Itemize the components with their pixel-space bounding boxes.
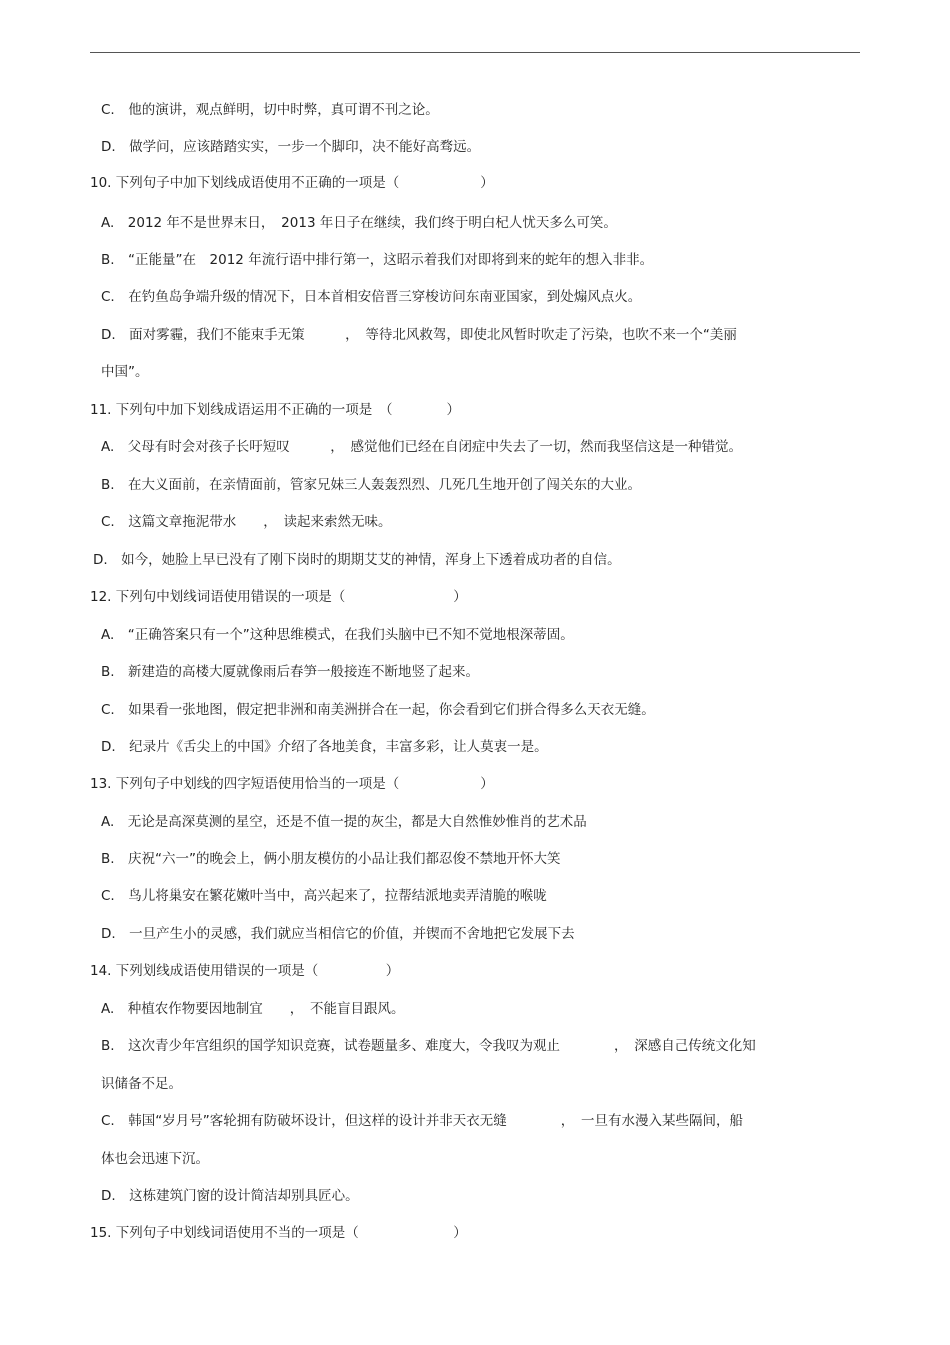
option-9c: C. 他的演讲，观点鲜明，切中时弊，真可谓不刊之论。 [101,102,439,118]
option-10b: B. “正能量”在 2012 年流行语中排行第一，这昭示着我们对即将到来的蛇年的想入非非。 [101,252,654,268]
option-14d: D. 这栋建筑门窗的设计简洁却别具匠心。 [101,1188,359,1204]
header-rule [90,52,860,53]
option-9d: D. 做学问，应该踏踏实实，一步一个脚印，决不能好高骛远。 [101,139,481,155]
option-13a: A. 无论是高深莫测的星空，还是不值一提的灰尘，都是大自然惟妙惟肖的艺术品 [101,814,587,830]
option-10d: D. 面对雾霾，我们不能束手无策 ， 等待北风救驾，即使北风暂时吹走了污染，也吹不来一个“美丽 [101,327,737,343]
option-12d: D. 纪录片《舌尖上的中国》介绍了各地美食，丰富多彩，让人莫衷一是。 [101,739,548,755]
option-13d: D. 一旦产生小的灵感，我们就应当相信它的价值，并锲而不舍地把它发展下去 [101,926,575,942]
question-12: 12. 下列句中划线词语使用错误的一项是（ ） [90,589,467,605]
option-14b: B. 这次青少年宫组织的国学知识竞赛，试卷题量多、难度大，令我叹为观止 ， 深感自己传统文化知 [101,1038,756,1054]
option-11d: D. 如今，她脸上早已没有了刚下岗时的期期艾艾的神情，浑身上下透着成功者的自信。 [93,552,621,568]
option-13b: B. 庆祝“六一”的晚会上，俩小朋友模仿的小品让我们都忍俊不禁地开怀大笑 [101,851,561,867]
option-14b-cont: 识储备不足。 [101,1076,182,1092]
option-13c: C. 鸟儿将巢安在繁花嫩叶当中，高兴起来了，拉帮结派地卖弄清脆的喉咙 [101,888,547,904]
option-12b: B. 新建造的高楼大厦就像雨后春笋一般接连不断地竖了起来。 [101,664,480,680]
option-10d-cont: 中国”。 [101,364,149,380]
option-12a: A. “正确答案只有一个”这种思维模式，在我们头脑中已不知不觉地根深蒂固。 [101,627,574,643]
question-13: 13. 下列句子中划线的四字短语使用恰当的一项是（ ） [90,776,494,792]
option-12c: C. 如果看一张地图，假定把非洲和南美洲拼合在一起，你会看到它们拼合得多么天衣无缝。 [101,702,655,718]
option-10c: C. 在钓鱼岛争端升级的情况下，日本首相安倍晋三穿梭访问东南亚国家，到处煽风点火。 [101,289,642,305]
option-10a: A. 2012 年不是世界末日， 2013 年日子在继续，我们终于明白杞人忧天多么可笑。 [101,215,617,231]
option-14a: A. 种植农作物要因地制宜 ， 不能盲目跟风。 [101,1001,405,1017]
option-14c: C. 韩国“岁月号”客轮拥有防破坏设计，但这样的设计并非天衣无缝 ， 一旦有水漫入某些隔间，船 [101,1113,743,1129]
question-10: 10. 下列句子中加下划线成语使用不正确的一项是（ ） [90,175,494,191]
option-11a: A. 父母有时会对孩子长吁短叹 ， 感觉他们已经在自闭症中失去了一切，然而我坚信这是一种错觉。 [101,439,743,455]
option-11b: B. 在大义面前，在亲情面前，管家兄妹三人轰轰烈烈、几死几生地开创了闯关东的大业。 [101,477,642,493]
option-11c: C. 这篇文章拖泥带水 ， 读起来索然无味。 [101,514,392,530]
question-15: 15. 下列句子中划线词语使用不当的一项是（ ） [90,1225,467,1241]
question-14: 14. 下列划线成语使用错误的一项是（ ） [90,963,400,979]
option-14c-cont: 体也会迅速下沉。 [101,1151,209,1167]
question-11: 11. 下列句中加下划线成语运用不正确的一项是 （ ） [90,402,461,418]
